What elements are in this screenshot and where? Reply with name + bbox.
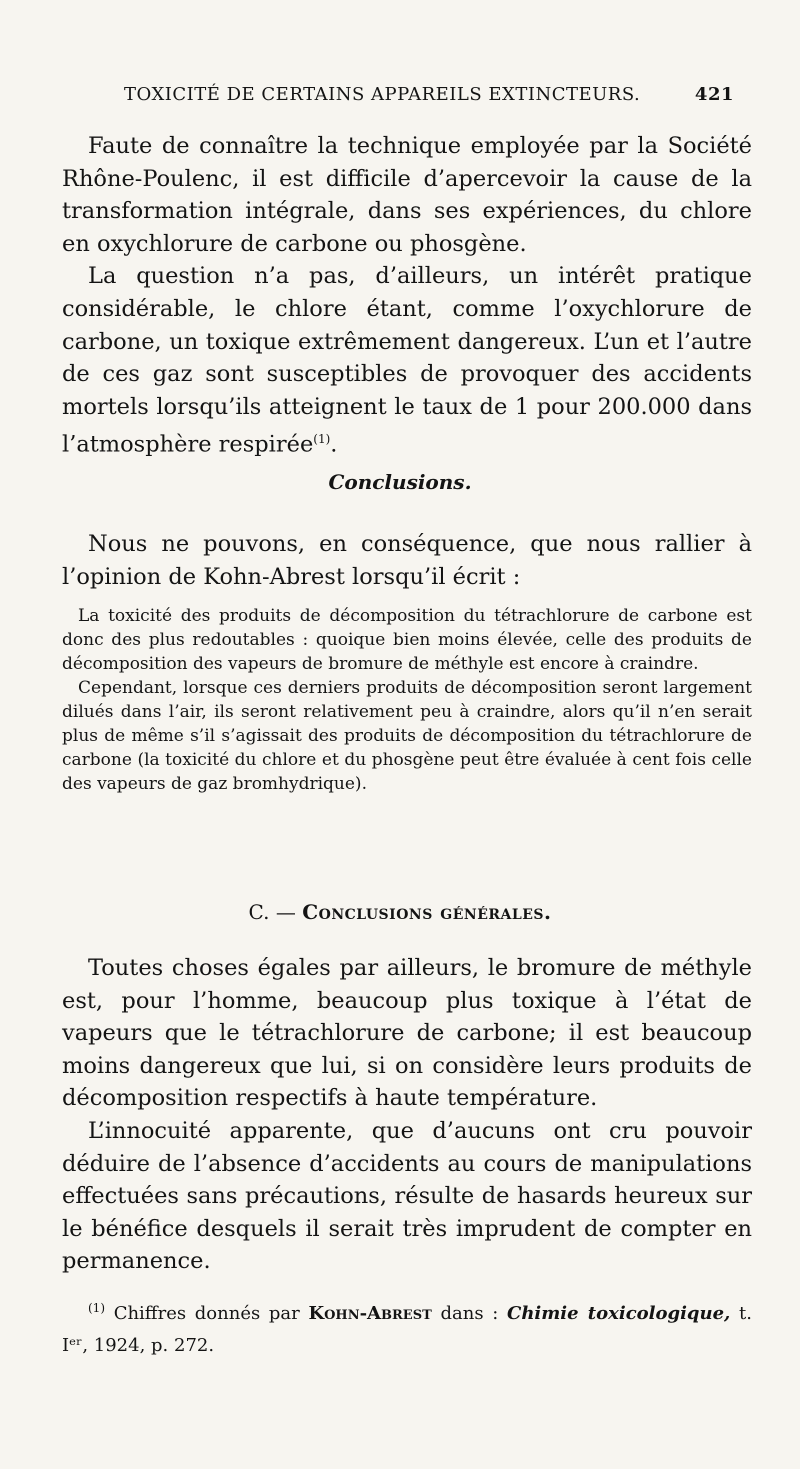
- paragraph-2-end: .: [330, 431, 338, 458]
- running-title: TOXICITÉ DE CERTAINS APPAREILS EXTINCTEURS.: [124, 84, 641, 105]
- footnote: [62, 1292, 752, 1362]
- conclusions-section: [62, 528, 752, 593]
- footnote-author: Kohn-Abrest: [308, 1303, 432, 1324]
- paragraph-5: L’innocuité apparente, que d’aucuns ont cru pouvoir déduire de l’absence d’accidents au cours de manipulations effectuées sans précautions, résulte de hasards heureux sur le bénéfice desquels il serait très imprudent de compter en permanence.: [62, 1117, 752, 1275]
- quote-paragraph-2: Cependant, lorsque ces derniers produits de décomposition seront largement dilués dans l’air, ils seront relativement peu à craindre, alors qu’il n’en serait plus de même s’il s’agissait des produits de décomposition du tétrachlorure de carbone (la toxicité du chlore et du phosgène peut être évaluée à cent fois celle des vapeurs de gaz bromhydrique).: [62, 678, 752, 794]
- intro-section: [62, 130, 752, 461]
- paragraph-1: Faute de connaître la technique employée par la Société Rhône-Poulenc, il est difficile d’apercevoir la cause de la transformation intégrale, dans ses expériences, du chlore en oxychlorure de carbone ou phosgène.: [62, 133, 752, 257]
- quotation-block: [62, 604, 752, 796]
- paragraph-2-text: La question n’a pas, d’ailleurs, un intérêt pratique considérable, le chlore étant, comme l’oxychlorure de carbone, un toxique extrêmement dangereux. L’un et l’autre de ces gaz sont susceptibles de provoquer des accidents mortels lorsqu’ils atteignent le taux de 1 pour 200.000 dans l’atmosphère respirée: [62, 263, 752, 458]
- paragraph-3: Nous ne pouvons, en conséquence, que nous rallier à l’opinion de Kohn-Abrest lorsqu’il écrit :: [62, 531, 752, 590]
- footnote-text-before: Chiffres donnés par: [113, 1303, 300, 1324]
- quote-paragraph-1: La toxicité des produits de décomposition du tétrachlorure de carbone est donc des plus redoutables : quoique bien moins élevée, celle des produits de décomposition des vapeurs de bromure de méthyle est encore à craindre.: [62, 606, 752, 674]
- footnote-text-mid: dans :: [440, 1303, 499, 1324]
- footnote-work: Chimie toxicologique,: [507, 1303, 731, 1324]
- general-conclusions-heading: [0, 900, 800, 924]
- page-number: 421: [694, 84, 734, 105]
- footnote-text-after: t. Iᵉʳ, 1924, p. 272.: [62, 1303, 752, 1356]
- paragraph-2: [62, 260, 752, 461]
- footnote-reference[interactable]: (1): [313, 432, 331, 447]
- footnote-mark: (1): [88, 1301, 105, 1315]
- conclusions-heading: Conclusions.: [328, 470, 472, 494]
- heading-c-prefix: C. —: [248, 900, 296, 924]
- paragraph-4: Toutes choses égales par ailleurs, le bromure de méthyle est, pour l’homme, beaucoup plus toxique à l’état de vapeurs que le tétrachlorure de carbone; il est beaucoup moins dangereux que lui, si on considère leurs produits de décomposition respectifs à haute température.: [62, 955, 752, 1112]
- general-conclusions-section: [62, 952, 752, 1278]
- running-header: [124, 84, 734, 105]
- heading-c-title: Conclusions générales.: [302, 900, 552, 924]
